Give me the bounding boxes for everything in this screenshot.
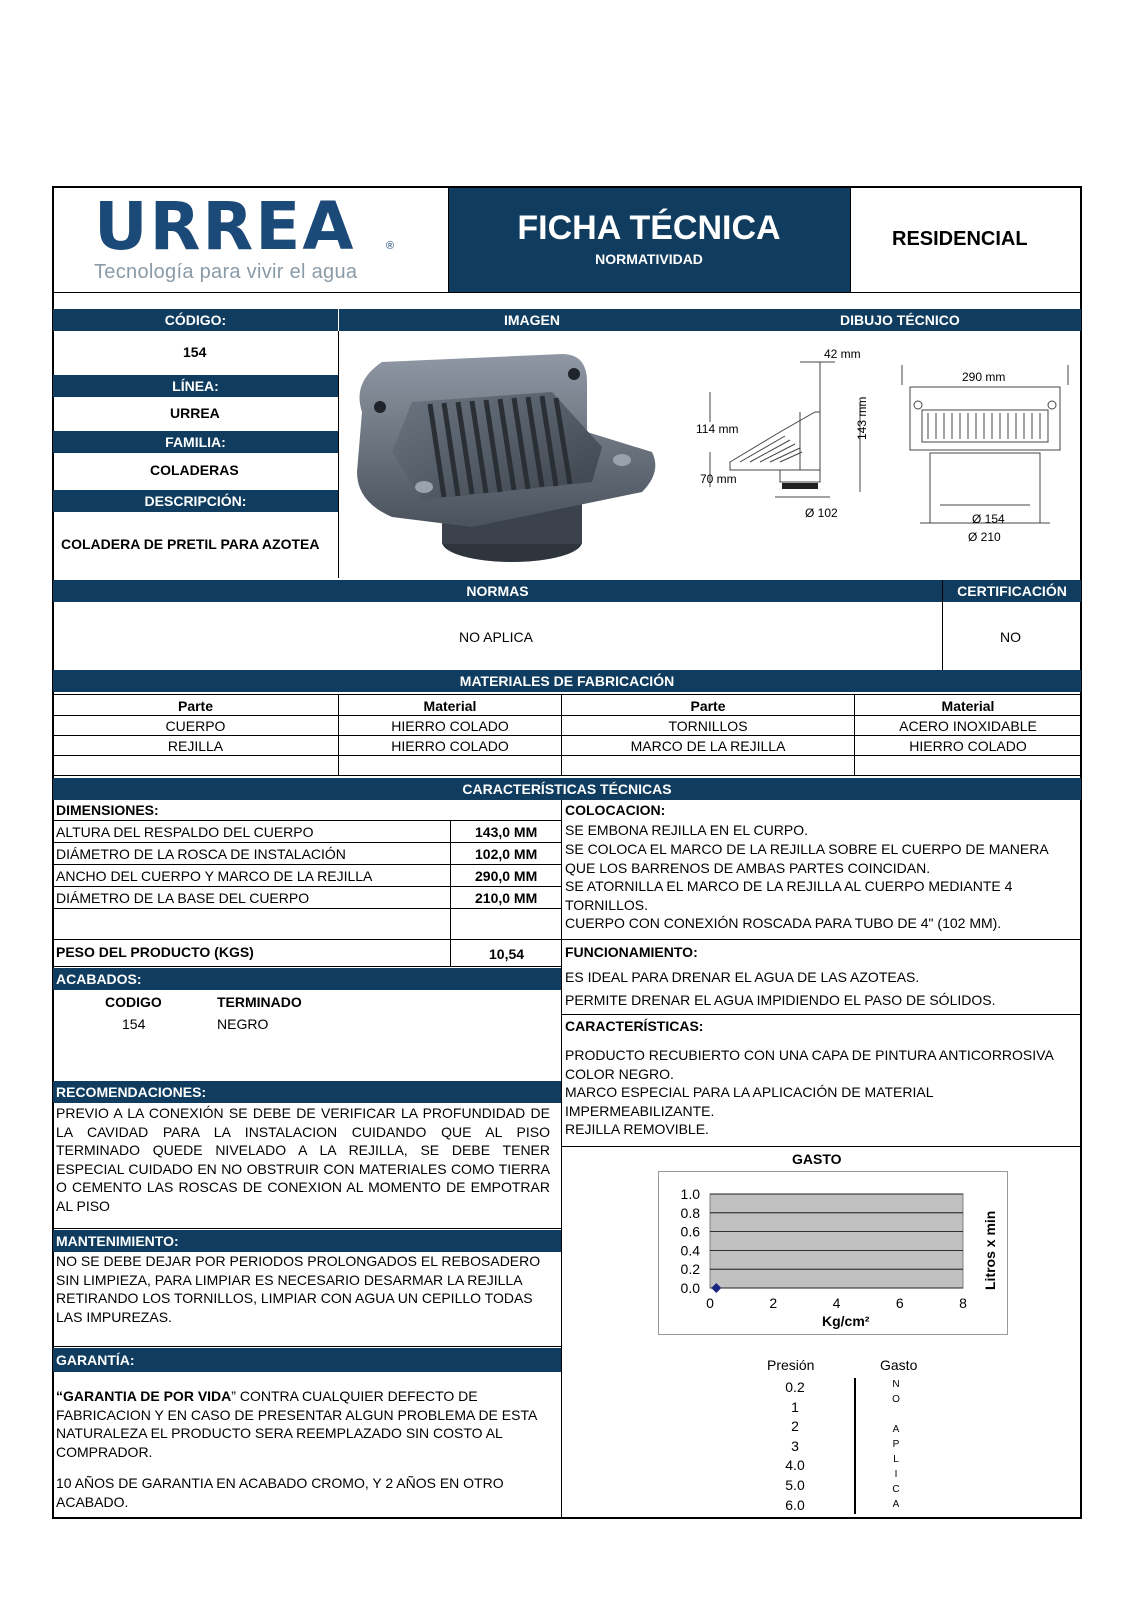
chart-y-tick-label: 0.2 [680,1261,700,1278]
chart-x-tick-label: 0 [706,1295,714,1311]
logo [94,188,424,283]
chart-ylabel: Litros x min [982,1210,998,1290]
function-item: PERMITE DRENAR EL AGUA IMPIDIENDO EL PASO DE SÓLIDOS. [565,992,996,1008]
flow-letter: L [893,1454,899,1465]
image-header-label: IMAGEN [504,312,560,328]
product-family: COLADERAS [150,462,239,478]
warranty-text-2: 10 AÑOS DE GARANTIA EN ACABADO CROMO, Y 2 AÑOS EN OTRO ACABADO. [56,1475,504,1510]
chart-y-tick-label: 0.0 [680,1280,700,1296]
certification-value: NO [1000,629,1021,645]
weight-label: PESO DEL PRODUCTO (KGS) [56,944,254,960]
flow-letter: A [892,1424,900,1435]
placement-item: CUERPO CON CONEXIÓN ROSCADA PARA TUBO DE 4" (102 MM). [565,915,1002,931]
placement-item: SE EMBONA REJILLA EN EL CURPO. [565,822,809,838]
dimensions-label: DIMENSIONES: [56,802,159,818]
dim-70: 70 mm [700,472,737,486]
product-code: 154 [183,344,207,360]
normas-header: NORMAS [53,580,942,602]
materials-cell: HIERRO COLADO [909,738,1027,754]
materials-cell: ACERO INOXIDABLE [899,718,1037,734]
placement-label: COLOCACION: [565,802,666,818]
drawing-header-label: DIBUJO TÉCNICO [840,312,960,328]
dimension-value: 102,0 MM [475,846,538,862]
chart-x-tick-label: 2 [769,1295,778,1311]
dimension-value: 143,0 MM [475,824,538,840]
dim-42: 42 mm [824,347,861,361]
product-line: URREA [170,405,220,421]
materials-col-material-2: Material [941,698,995,714]
page-title: FICHA TÉCNICA [517,209,781,247]
finish-term: NEGRO [217,1016,269,1032]
flow-divider [854,1378,856,1514]
pressure-value: 6.0 [785,1496,805,1513]
materials-cell: CUERPO [165,718,226,734]
certification-header: CERTIFICACIÓN [943,580,1081,602]
description-header: DESCRIPCIÓN: [53,490,338,512]
finishes-code-header: CODIGO [105,994,162,1010]
materials-cell: MARCO DE LA REJILLA [630,738,786,754]
dimension-label: ANCHO DEL CUERPO Y MARCO DE LA REJILLA [56,868,373,884]
maintenance-text: NO SE DEBE DEJAR POR PERIODOS PROLONGADOS EL REBOSADERO SIN LIMPIEZA, PARA LIMPIAR ES NECESARIO DESARMAR LA REJILLA RETIRANDO LOS TORNILLOS, LIMPIAR CON AGUA UN CEPILLO TODAS LAS IMPUREZAS. [56,1253,541,1325]
code-header: CÓDIGO: [53,309,338,331]
pressure-value: 1 [791,1398,799,1415]
pressure-value: 0.2 [785,1379,805,1395]
chart-y-tick-label: 1.0 [680,1186,700,1202]
function-item: ES IDEAL PARA DRENAR EL AGUA DE LAS AZOTEAS. [565,969,920,985]
dimension-value: 290,0 MM [475,868,538,884]
materials-col-part-2: Parte [690,698,726,714]
dim-102: Ø 102 [805,506,838,520]
gasto-chart [658,1171,1008,1335]
pressure-value: 4.0 [785,1457,805,1474]
flow-letter: N [892,1379,900,1390]
warranty-label: GARANTÍA: [56,1352,135,1368]
materials-cell: HIERRO COLADO [391,738,509,754]
finishes-term-header: TERMINADO [217,994,302,1010]
technical-drawing-side [690,352,880,532]
flow-header: Gasto [880,1357,918,1373]
pressure-value: 3 [791,1437,799,1454]
flow-letter: A [892,1499,900,1510]
chart-y-tick-label: 0.6 [680,1223,700,1240]
chart-x-tick-label: 8 [959,1295,967,1311]
dim-290: 290 mm [962,370,1006,384]
materials-col-material-1: Material [423,698,477,714]
features-item: PRODUCTO RECUBIERTO CON UNA CAPA DE PINTURA ANTICORROSIVA COLOR NEGRO. [565,1047,1054,1082]
chart-y-tick-label: 0.4 [680,1242,700,1259]
dim-114: 114 mm [696,422,739,436]
normas-value: NO APLICA [459,629,533,645]
pressure-value: 2 [791,1418,799,1435]
chart-x-tick-label: 4 [832,1295,841,1311]
category-label: RESIDENCIAL [892,228,1028,250]
logo-wordmark: URREA [94,188,356,265]
flow-letter: C [892,1484,900,1495]
product-description: COLADERA DE PRETIL PARA AZOTEA [61,536,320,552]
header-title-block [448,188,850,292]
page-subtitle: NORMATIVIDAD [595,251,703,267]
flow-letter: O [892,1394,900,1405]
image-header [339,309,1081,331]
dim-143: 143 mm [855,396,869,440]
warranty-text [56,1387,556,1461]
dimension-label: DIÁMETRO DE LA ROSCA DE INSTALACIÓN [56,846,346,862]
product-photo [352,352,662,564]
maintenance-label: MANTENIMIENTO: [56,1233,179,1249]
pressure-header: Presión [767,1357,815,1373]
materials-cell: HIERRO COLADO [391,718,509,734]
chart-x-tick-label: 6 [895,1295,904,1311]
flow-letter: P [892,1439,900,1450]
chart-title: GASTO [792,1151,842,1167]
placement-item: SE ATORNILLA EL MARCO DE LA REJILLA AL CUERPO MEDIANTE 4 TORNILLOS. [565,878,1013,913]
dimension-label: ALTURA DEL RESPALDO DEL CUERPO [56,824,314,840]
chart-xlabel: Kg/cm² [822,1313,870,1329]
materials-header: MATERIALES DE FABRICACIÓN [53,670,1081,692]
pressure-value: 5.0 [785,1477,805,1493]
dim-210: Ø 210 [968,530,1001,544]
weight-value: 10,54 [489,946,525,962]
recommendations-label: RECOMENDACIONES: [56,1084,207,1100]
dim-154: Ø 154 [972,512,1005,526]
family-header: FAMILIA: [53,431,338,453]
line-header: LÍNEA: [53,375,338,397]
chart-y-tick-label: 0.8 [680,1204,700,1221]
features-label: CARACTERÍSTICAS: [565,1018,704,1034]
features-item: MARCO ESPECIAL PARA LA APLICACIÓN DE MATERIAL IMPERMEABILIZANTE. [565,1084,933,1119]
materials-cell: REJILLA [167,738,224,754]
warranty-bold-text: “GARANTIA DE POR VIDA [56,1388,232,1404]
materials-col-part-1: Parte [177,698,214,714]
chart-plot-area [710,1194,963,1288]
dimension-label: DIÁMETRO DE LA BASE DEL CUERPO [56,890,310,906]
materials-cell: TORNILLOS [668,718,748,734]
function-label: FUNCIONAMIENTO: [565,944,698,960]
finish-code: 154 [122,1016,146,1032]
tech-header: CARACTERÍSTICAS TÉCNICAS [53,778,1081,800]
features-item: REJILLA REMOVIBLE. [565,1121,709,1137]
logo-registered-mark: ® [386,240,395,252]
dimension-value: 210,0 MM [475,890,538,906]
placement-item: SE COLOCA EL MARCO DE LA REJILLA SOBRE EL CUERPO DE MANERA QUE LOS BARRENOS DE AMBAS PARTES COINCIDAN. [565,841,1048,876]
recommendations-text: PREVIO A LA CONEXIÓN SE DEBE DE VERIFICAR LA PROFUNDIDAD DE LA CAVIDAD PARA LA INSTALACION CUIDANDO QUE AL PISO TERMINADO QUEDE NIVELADO A LA REJILLA, SE DEBE TENER ESPECIAL CUIDADO EN NO OBSTRUIR CON MATERIALES COMO TIERRA O CEMENTO LAS ROSCAS DE CONEXION AL MOMENTO DE EMPOTRAR AL PISO [56,1105,550,1214]
logo-tagline: Tecnología para vivir el agua [94,261,358,283]
flow-letter: I [894,1469,898,1480]
finishes-label: ACABADOS: [56,971,142,987]
warranty-rest-text: ” CONTRA CUALQUIER DEFECTO DE FABRICACION Y EN CASO DE PRESENTAR ALGUN PROBLEMA DE ESTA NATURALEZA EL PRODUCTO SERA REEMPLAZADO SIN COSTO AL COMPRADOR. [56,1388,537,1460]
